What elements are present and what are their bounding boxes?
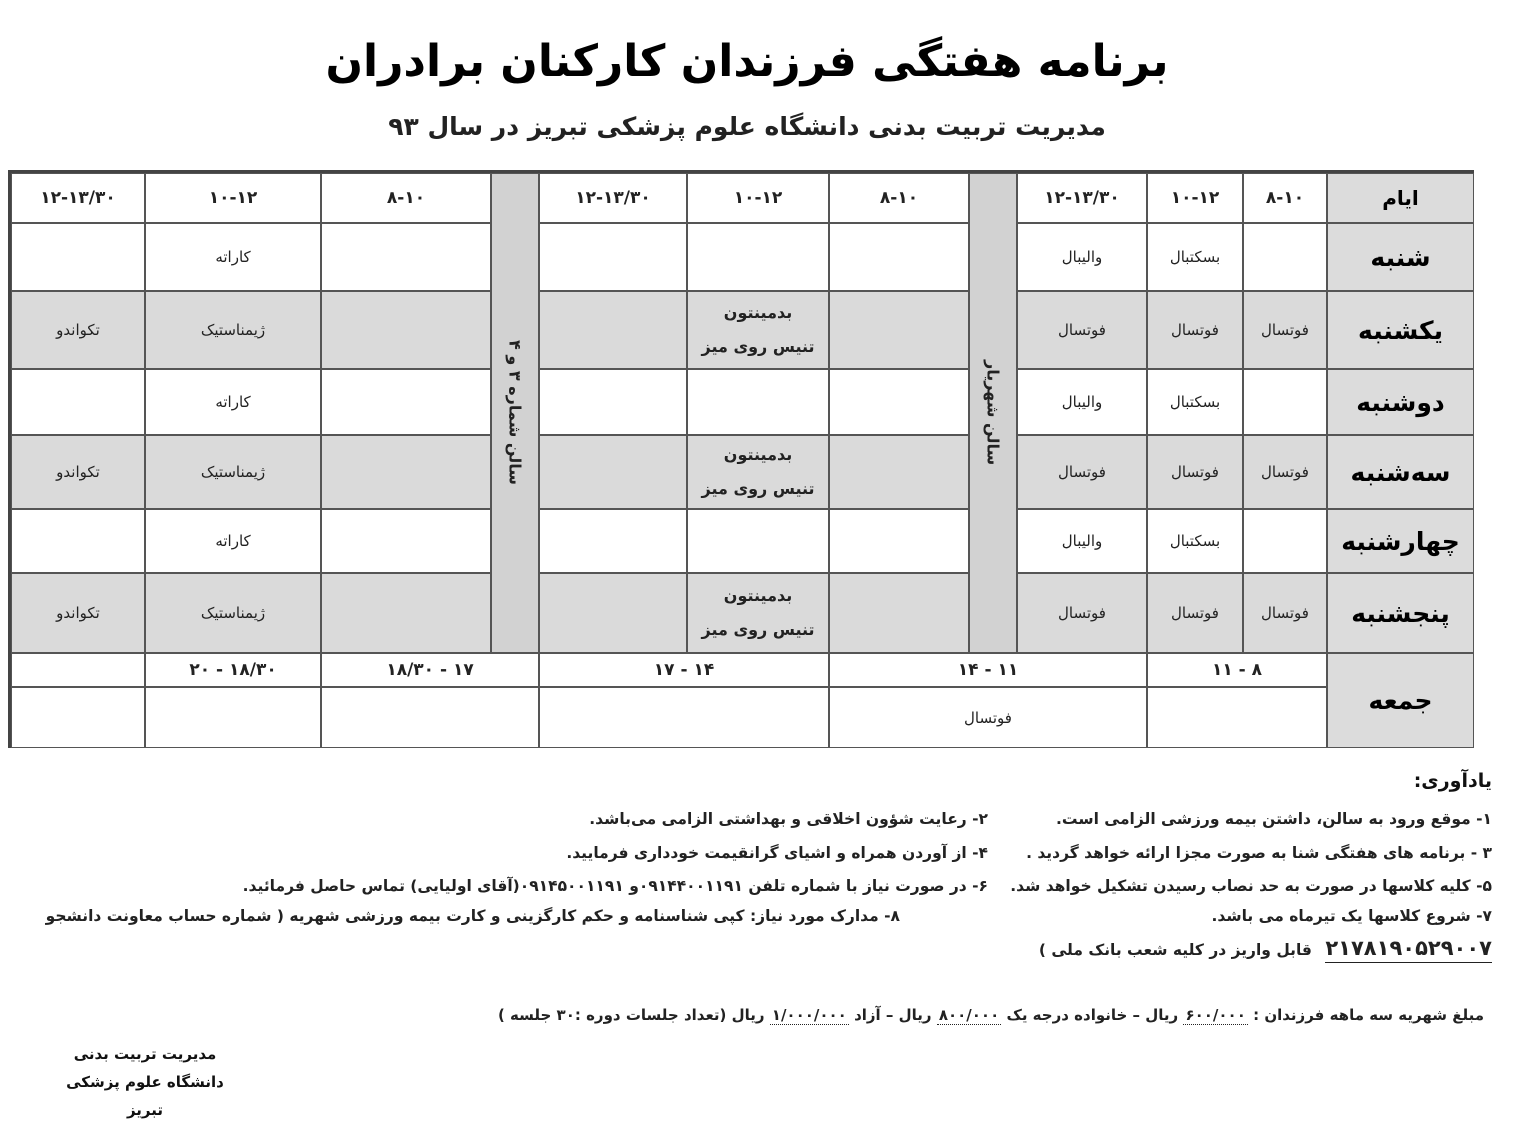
schedule-cell — [829, 435, 969, 509]
days-header: ایام — [1327, 173, 1474, 223]
schedule-cell: ژیمناستیک — [145, 573, 321, 653]
schedule-cell — [11, 369, 145, 435]
schedule-table — [8, 170, 1474, 748]
page-title: برنامه هفتگی فرزندان کارکنان برادران — [325, 36, 1169, 87]
schedule-cell — [539, 223, 687, 291]
time-header: ۸-۱۰ — [829, 173, 969, 223]
schedule-cell — [11, 509, 145, 573]
signature-line-1: مدیریت تربیت بدنی — [73, 1045, 217, 1063]
schedule-cell: کاراته — [145, 223, 321, 291]
cell-line: تنیس روی میز — [701, 479, 815, 498]
cell-line: تنیس روی میز — [701, 620, 815, 639]
schedule-cell — [829, 291, 969, 369]
schedule-cell — [539, 573, 687, 653]
friday-time: ۱۴ - ۱۷ — [539, 653, 829, 687]
schedule-cell — [539, 509, 687, 573]
time-header: ۸-۱۰ — [321, 173, 491, 223]
time-header: ۱۲-۱۳/۳۰ — [11, 173, 145, 223]
hall-34-label — [491, 173, 539, 653]
schedule-cell — [687, 291, 829, 369]
schedule-cell — [1243, 223, 1327, 291]
schedule-cell: تکواندو — [11, 291, 145, 369]
schedule-cell: فوتسال — [1017, 573, 1147, 653]
note-5: ۵- کلیه کلاسها در صورت به حد نصاب رسیدن تشکیل خواهد شد. — [1010, 877, 1492, 895]
schedule-cell: والیبال — [1017, 223, 1147, 291]
schedule-cell — [687, 509, 829, 573]
schedule-cell — [539, 369, 687, 435]
note-1: ۱- موقع ورود به سالن، داشتن بیمه ورزشی الزامی است. — [1056, 810, 1492, 828]
time-header: ۸-۱۰ — [1243, 173, 1327, 223]
schedule-cell — [539, 291, 687, 369]
time-header: ۱۰-۱۲ — [145, 173, 321, 223]
schedule-cell — [1243, 509, 1327, 573]
fee-child-amount: ۶۰۰/۰۰۰ — [1185, 1006, 1246, 1024]
schedule-cell: فوتسال — [1243, 291, 1327, 369]
note-2: ۲- رعایت شؤون اخلاقی و بهداشتی الزامی می‌باشد. — [589, 810, 988, 828]
fee-free-amount: ۱/۰۰۰/۰۰۰ — [771, 1006, 847, 1024]
hall-shahriar-label — [969, 173, 1017, 653]
fee-rial-2: ریال — [898, 1006, 932, 1024]
schedule-cell: فوتسال — [1243, 435, 1327, 509]
schedule-cell — [687, 223, 829, 291]
fee-family-amount: ۸۰۰/۰۰۰ — [938, 1006, 1000, 1024]
note-4: ۴- از آوردن همراه و اشیای گرانقیمت خودداری فرمایید. — [566, 844, 988, 862]
signature-block — [60, 1040, 230, 1124]
day-label: یکشنبه — [1327, 291, 1474, 369]
schedule-cell: بسکتبال — [1147, 509, 1243, 573]
note-7: ۷- شروع کلاسها یک تیرماه می باشد. — [1211, 907, 1492, 925]
schedule-cell — [829, 369, 969, 435]
friday-cell — [1147, 687, 1327, 748]
time-header: ۱۲-۱۳/۳۰ — [1017, 173, 1147, 223]
schedule-cell — [1243, 369, 1327, 435]
page-subtitle: مدیریت تربیت بدنی دانشگاه علوم پزشکی تبریز در سال ۹۳ — [388, 112, 1106, 141]
day-label: دوشنبه — [1327, 369, 1474, 435]
account-text: قابل واریز در کلیه شعب بانک ملی ) — [1038, 941, 1312, 959]
schedule-cell — [687, 369, 829, 435]
cell-line: بدمینتون — [723, 445, 793, 464]
schedule-cell — [539, 435, 687, 509]
friday-cell — [11, 687, 145, 748]
schedule-cell: فوتسال — [1147, 435, 1243, 509]
friday-time: ۱۱ - ۱۴ — [829, 653, 1147, 687]
schedule-cell — [321, 369, 491, 435]
schedule-cell: ژیمناستیک — [145, 291, 321, 369]
fee-sessions: (تعداد جلسات دوره :۳۰ جلسه ) — [497, 1006, 727, 1024]
time-header: ۱۲-۱۳/۳۰ — [539, 173, 687, 223]
schedule-cell — [321, 435, 491, 509]
friday-cell — [145, 687, 321, 748]
friday-cell: فوتسال — [829, 687, 1147, 748]
schedule-cell — [687, 435, 829, 509]
friday-time: ۸ - ۱۱ — [1147, 653, 1327, 687]
schedule-cell — [829, 573, 969, 653]
friday-cell — [539, 687, 829, 748]
schedule-cell: ژیمناستیک — [145, 435, 321, 509]
friday-time — [11, 653, 145, 687]
note-8: ۸- مدارک مورد نیاز: کپی شناسنامه و حکم کارگزینی و کارت بیمه ورزشی شهریه ( شماره حساب معاونت دانشجو — [45, 907, 900, 925]
schedule-cell — [321, 223, 491, 291]
schedule-cell — [687, 573, 829, 653]
schedule-cell: فوتسال — [1017, 291, 1147, 369]
time-header: ۱۰-۱۲ — [1147, 173, 1243, 223]
cell-line: تنیس روی میز — [701, 337, 815, 356]
fee-family-label: – خانواده درجه یک — [1006, 1006, 1141, 1024]
fee-free-label: – آزاد — [854, 1006, 894, 1024]
schedule-cell: کاراته — [145, 369, 321, 435]
signature-line-2: دانشگاه علوم پزشکی تبریز — [66, 1073, 224, 1119]
schedule-cell: فوتسال — [1147, 291, 1243, 369]
schedule-cell: بسکتبال — [1147, 223, 1243, 291]
schedule-cell — [829, 223, 969, 291]
friday-time: ۱۸/۳۰ - ۲۰ — [145, 653, 321, 687]
time-header: ۱۰-۱۲ — [687, 173, 829, 223]
schedule-cell: فوتسال — [1243, 573, 1327, 653]
schedule-cell: فوتسال — [1147, 573, 1243, 653]
schedule-cell: تکواندو — [11, 435, 145, 509]
day-label-friday: جمعه — [1327, 653, 1474, 748]
schedule-cell — [11, 223, 145, 291]
schedule-cell: والیبال — [1017, 369, 1147, 435]
hall-34-text: سالن شماره ۳ و ۴ — [505, 340, 525, 486]
hall-shahriar-text: سالن شهریار — [983, 360, 1003, 466]
schedule-cell: بسکتبال — [1147, 369, 1243, 435]
schedule-cell: فوتسال — [1017, 435, 1147, 509]
day-label: پنجشنبه — [1327, 573, 1474, 653]
schedule-cell: والیبال — [1017, 509, 1147, 573]
cell-line: بدمینتون — [723, 586, 793, 605]
schedule-cell — [321, 509, 491, 573]
day-label: شنبه — [1327, 223, 1474, 291]
fee-rial-3: ریال — [731, 1006, 765, 1024]
schedule-cell — [829, 509, 969, 573]
schedule-cell: کاراته — [145, 509, 321, 573]
fee-label: مبلغ شهریه سه ماهه فرزندان : — [1253, 1006, 1484, 1024]
schedule-cell — [321, 573, 491, 653]
day-label: چهارشنبه — [1327, 509, 1474, 573]
schedule-cell — [321, 291, 491, 369]
cell-line: بدمینتون — [723, 303, 793, 322]
day-label: سه‌شنبه — [1327, 435, 1474, 509]
note-3: ۳ - برنامه های هفتگی شنا به صورت مجزا ارائه خواهد گردید . — [1026, 844, 1492, 862]
fee-rial-1: ریال — [1145, 1006, 1179, 1024]
fee-line — [498, 1006, 1484, 1024]
account-number: ۲۱۷۸۱۹۰۵۲۹۰۰۷ — [1325, 936, 1492, 963]
schedule-cell: تکواندو — [11, 573, 145, 653]
account-line — [1039, 936, 1492, 960]
note-6: ۶- در صورت نیاز با شماره تلفن ۰۹۱۴۴۰۰۱۱۹۱و ۰۹۱۴۵۰۰۱۱۹۱(آقای اولیایی) تماس حاصل فرمائید. — [242, 877, 988, 895]
friday-cell — [321, 687, 539, 748]
notes-title: یادآوری: — [1413, 770, 1492, 792]
friday-time: ۱۷ - ۱۸/۳۰ — [321, 653, 539, 687]
